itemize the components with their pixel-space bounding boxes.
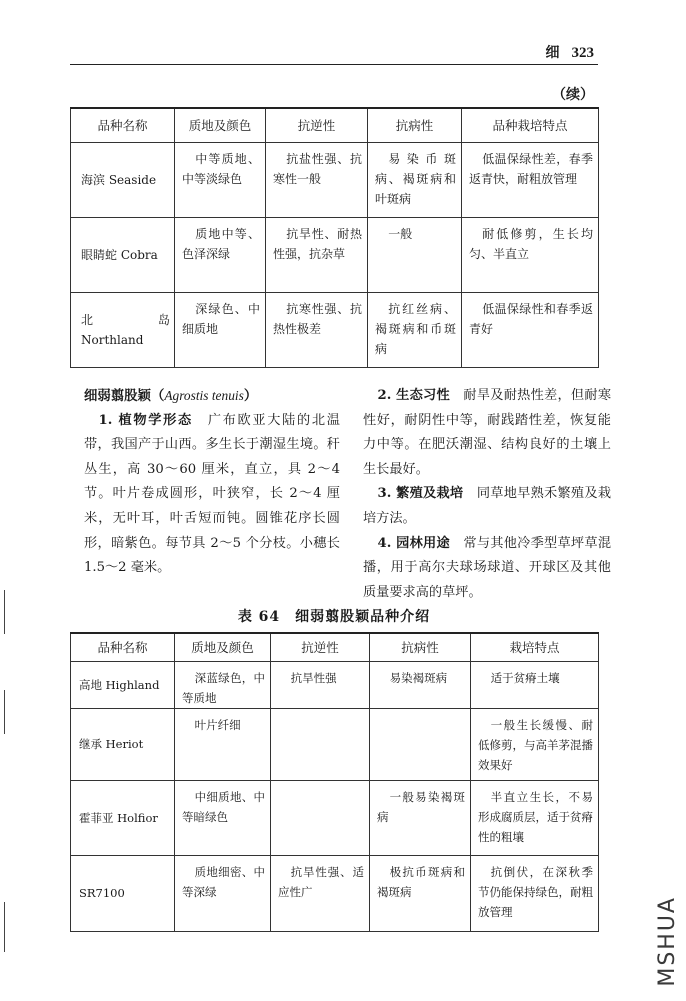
cultivar-name: SR7100 [79,886,125,900]
paragraph-morphology [84,409,340,581]
paragraph-ecology [363,384,611,482]
table-row [71,708,599,780]
cultivar-name: 继承 Heriot [79,737,144,751]
disease-resistance: 易染褐斑病 [389,670,448,685]
cultivar-table-continued [70,107,599,368]
cultivar-table-64 [70,632,599,932]
scan-margin-mark [4,590,5,634]
body-column-left [84,384,340,581]
disease-resistance: 抗红丝病、褐斑病和币斑病 [375,301,456,356]
cultivation-traits: 一般生长缓慢、耐低修剪，与高羊茅混播效果好 [478,717,593,772]
cultivation-traits: 低温保绿性差，春季返青快，耐粗放管理 [469,151,593,186]
column-header: 品种名称 [71,633,175,661]
texture-color: 质地中等、色泽深绿 [182,226,260,261]
cultivar-name: 眼睛蛇 Cobra [81,247,158,262]
cultivation-traits: 低温保绿性和春季返青好 [469,301,593,336]
texture-color: 深绿色、中细质地 [182,301,260,336]
cultivation-traits: 抗倒伏，在深秋季节仍能保持绿色，耐粗放管理 [478,864,593,919]
paragraph-text: 广布欧亚大陆的北温带，我国产于山西。多生长于潮湿生境。秆丛生，高 30～60 厘米，直立，具 2～4 节。叶片卷成圆形，叶狭窄，长 2～4 厘米，无叶耳，叶舌短而钝。圆锥花序长圆形，暗紫色。每节具 2～5 个分枝。小穗长 1.5～2 毫米。 [84,412,340,576]
scan-margin-mark [4,902,5,952]
species-name-latin: Agrostis tenuis [164,388,244,403]
stress-resistance [271,709,369,715]
header-rule [70,64,598,65]
paragraph-text: 同草地早熟禾繁殖及栽培方法。 [363,486,612,526]
watermark: MSHUA [655,896,680,987]
cultivar-name: 北岛 Northland [81,312,170,347]
stress-resistance: 抗旱性强 [290,670,337,685]
disease-resistance: 极抗币斑病和褐斑病 [377,864,465,899]
paragraph-heading: 2. 生态习性 [377,388,450,403]
texture-color: 中细质地、中等暗绿色 [182,789,265,824]
cultivar-name: 高地 Highland [79,677,160,692]
paragraph-propagation [363,482,611,531]
cultivation-traits: 半直立生长，不易形成腐质层，适于贫瘠性的粗壤 [478,789,593,844]
paragraph-heading: 4. 园林用途 [377,535,450,551]
table-caption: 表 64 细弱翦股颖品种介绍 [237,609,431,625]
cultivation-traits: 耐低修剪，生长均匀、半直立 [469,226,593,261]
table-row [71,217,599,292]
texture-color: 叶片纤细 [194,717,241,732]
body-column-right [363,384,611,605]
table-row [71,292,599,367]
table-row [71,661,599,708]
texture-color: 深蓝绿色，中等质地 [182,670,265,705]
texture-color: 质地细密、中等深绿 [182,864,265,899]
column-header: 质地及颜色 [175,108,266,142]
cultivation-traits: 适于贫瘠土壤 [490,670,560,685]
chapter-char: 细 [545,45,560,61]
column-header: 抗病性 [370,633,471,661]
texture-color: 中等质地、中等淡绿色 [182,151,260,186]
stress-resistance: 抗旱性、耐热性强，抗杂草 [273,226,362,261]
disease-resistance: 一般 [388,226,413,241]
species-name-cn: 细弱翦股颖 [84,388,151,404]
disease-resistance: 一般易染褐斑病 [377,789,465,824]
paragraph-heading: 3. 繁殖及栽培 [377,486,464,502]
column-header: 抗病性 [368,108,462,142]
species-heading: 细弱翦股颖（Agrostis tenuis） [84,388,258,404]
paragraph-heading: 1. 植物学形态 [98,412,193,428]
stress-resistance: 抗寒性强、抗热性极差 [273,301,362,336]
column-header: 抗逆性 [266,108,368,142]
table-header-row [71,108,599,142]
column-header: 栽培特点 [471,633,599,661]
table-header-row [71,633,599,661]
column-header: 品种名称 [71,108,175,142]
scan-margin-mark [4,690,5,734]
column-header: 抗逆性 [271,633,370,661]
table-row [71,142,599,217]
table-row [71,855,599,931]
disease-resistance [370,709,470,715]
cultivar-name: 霍菲亚 Holfior [79,810,158,825]
stress-resistance: 抗旱性强、适应性广 [278,864,364,899]
stress-resistance [271,781,369,787]
paragraph-text: 常与其他冷季型草坪草混播，用于高尔夫球场球道、开球区及其他质量要求高的草坪。 [363,535,612,600]
cultivar-name: 海滨 Seaside [81,172,157,187]
disease-resistance: 易染币斑病、褐斑病和叶斑病 [375,151,456,206]
stress-resistance: 抗盐性强、抗寒性一般 [273,151,362,186]
paragraph-landscape-use [363,532,611,606]
table-row [71,780,599,855]
continued-label: （续） [552,87,594,103]
column-header: 品种栽培特点 [462,108,599,142]
column-header: 质地及颜色 [175,633,271,661]
paragraph-text: 耐旱及耐热性差，但耐寒性好，耐阴性中等，耐践踏性差，恢复能力中等。在肥沃潮湿、结构良好的土壤上生长最好。 [363,388,612,477]
page-number: 323 [571,45,594,61]
running-head [546,42,595,62]
